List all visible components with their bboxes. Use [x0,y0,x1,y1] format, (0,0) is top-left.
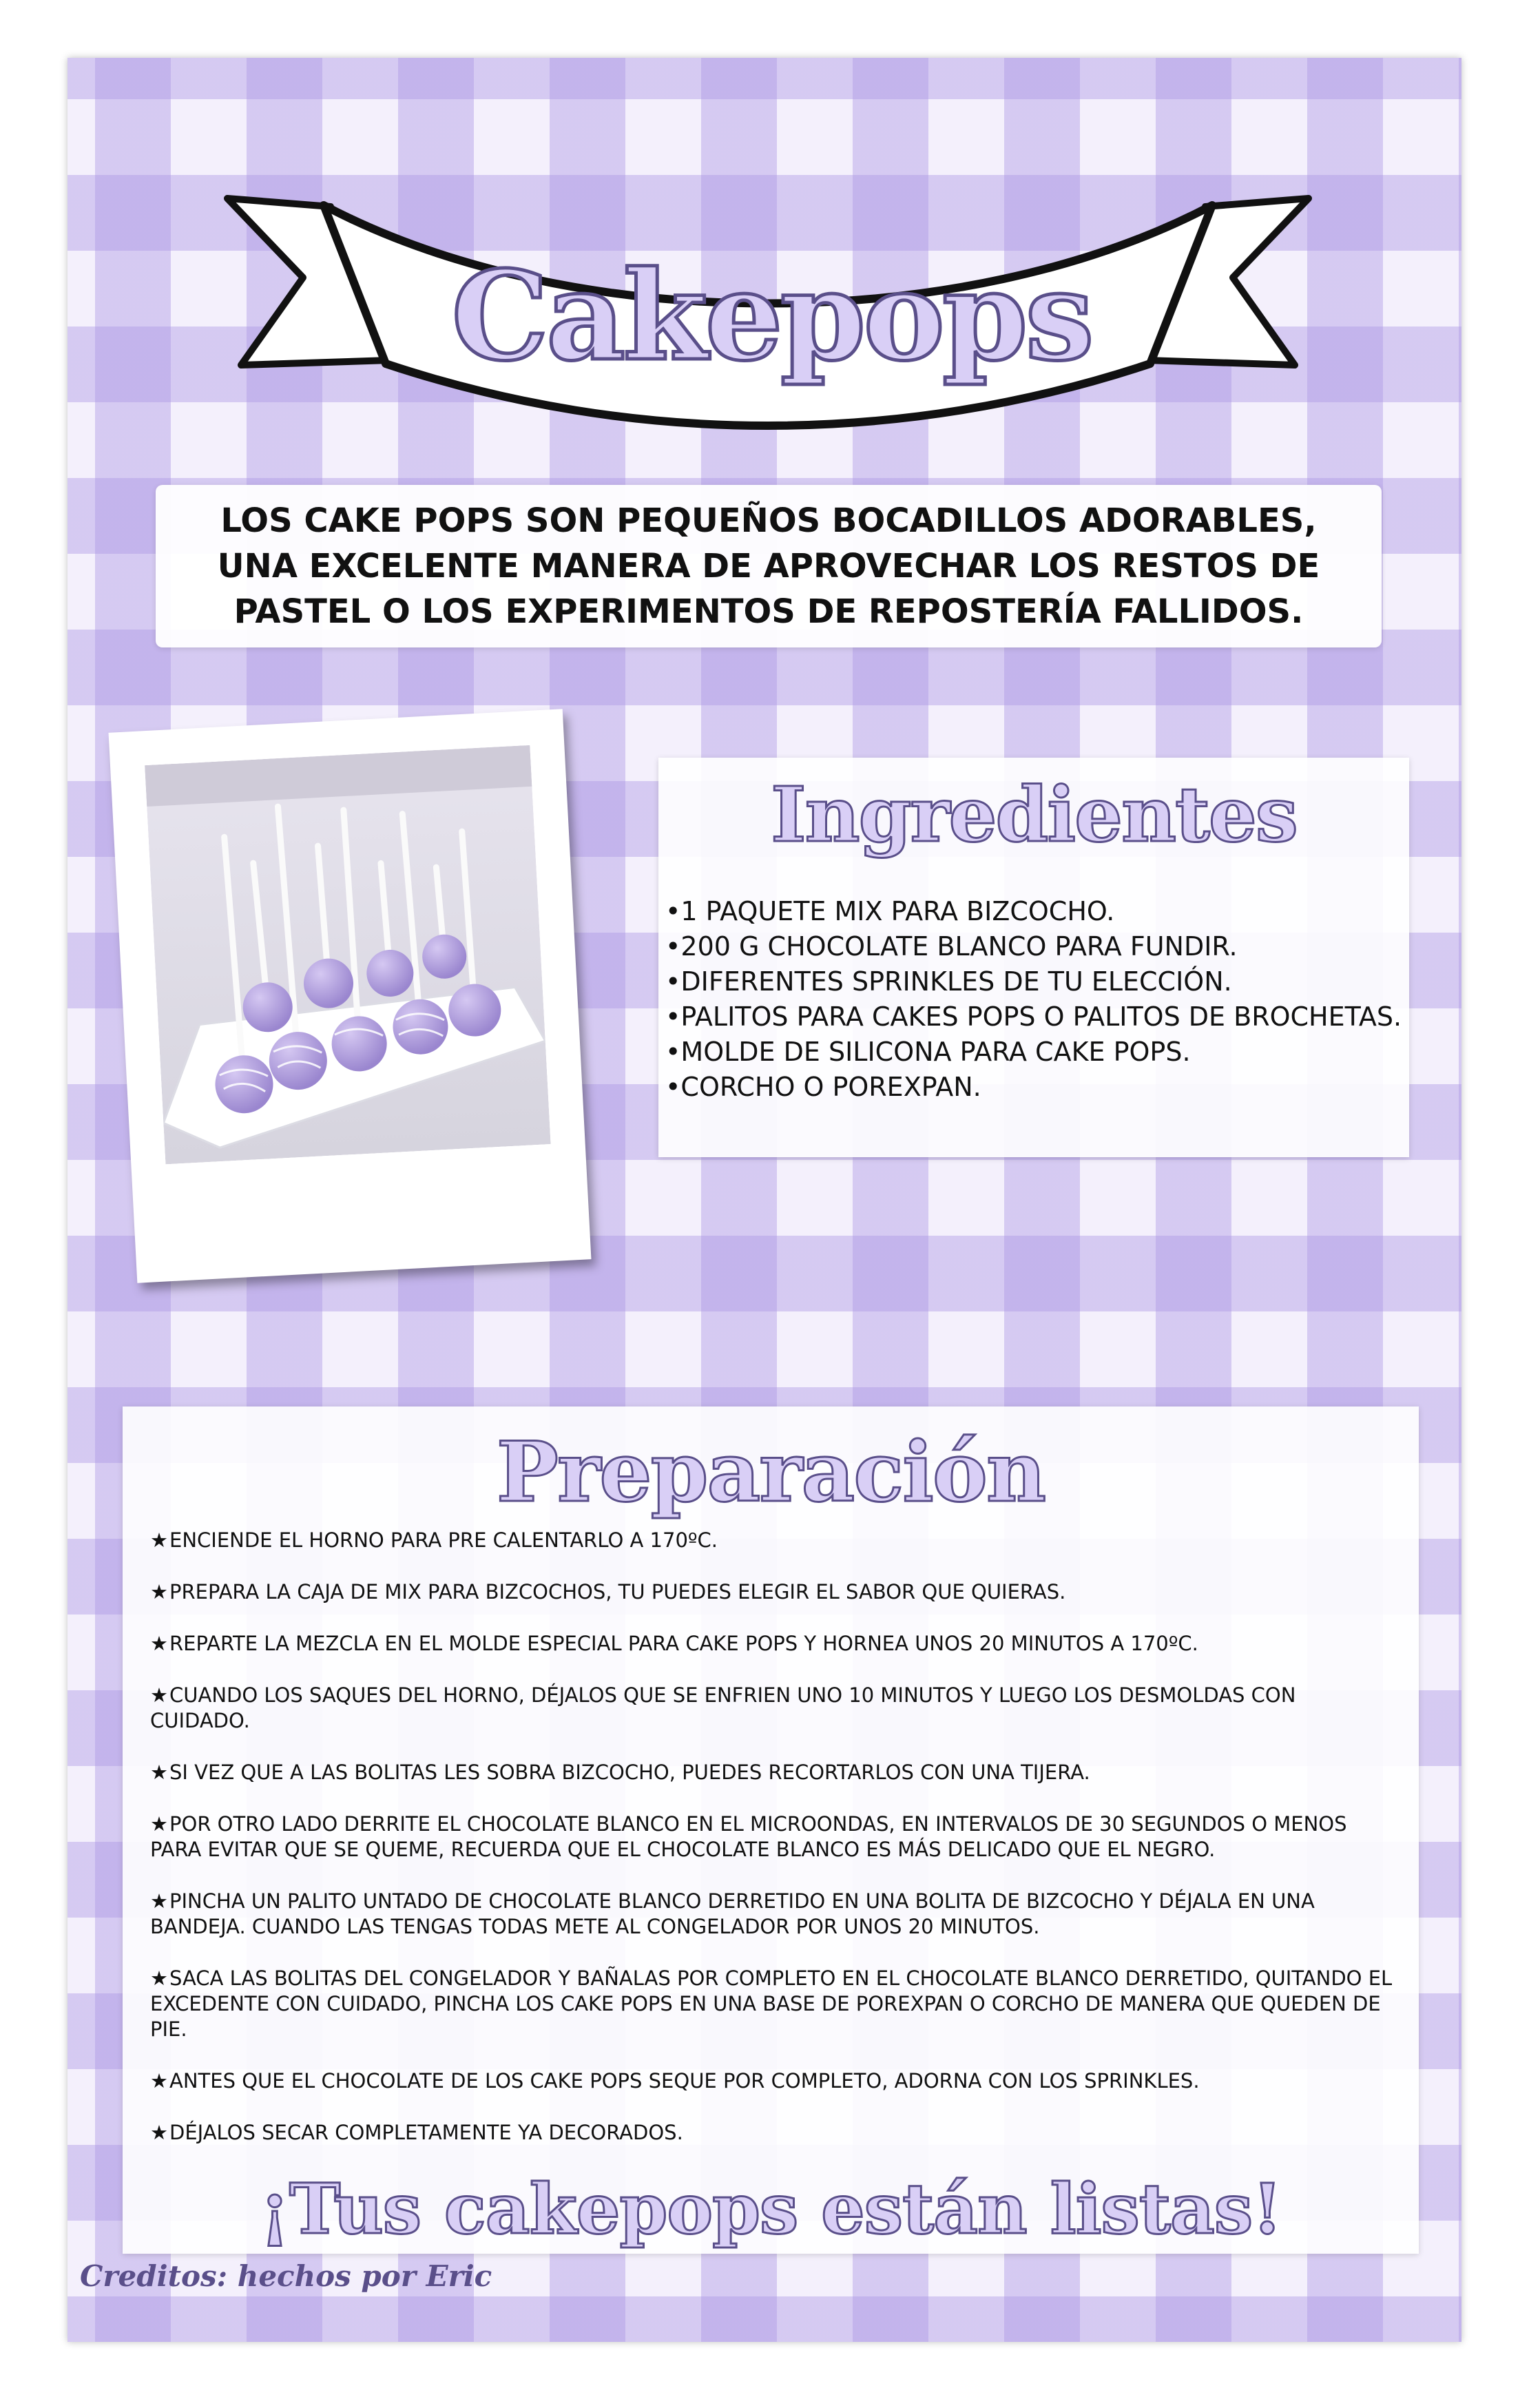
step-text: SI VEZ QUE A LAS BOLITAS LES SOBRA BIZCOCHO, PUEDES RECORTARLOS CON UNA TIJERA. [169,1761,1090,1784]
step-item [150,1631,1397,1657]
step-item [150,2120,1397,2146]
star-icon: ★ [150,2121,168,2144]
step-item [150,1760,1397,1785]
ingredient-item: •200 G CHOCOLATE BLANCO PARA FUNDIR. [665,931,1238,962]
star-icon: ★ [150,1632,168,1655]
page-title: Cakepops [451,244,1092,388]
step-text: PREPARA LA CAJA DE MIX PARA BIZCOCHOS, TU PUEDES ELEGIR EL SABOR QUE QUIERAS. [169,1580,1066,1603]
credits-text: Creditos: hechos por Eric [80,2259,492,2293]
step-text: DÉJALOS SECAR COMPLETAMENTE YA DECORADOS. [169,2121,683,2144]
intro-text: LOS CAKE POPS SON PEQUEÑOS BOCADILLOS ADORABLES, UNA EXCELENTE MANERA DE APROVECHAR LOS RESTOS DE PASTEL O LOS EXPERIMENTOS DE REPOSTERÍA FALLIDOS. [217,501,1320,631]
ingredient-item: •CORCHO O POREXPAN. [665,1072,981,1102]
ingredient-item: •DIFERENTES SPRINKLES DE TU ELECCIÓN. [665,966,1232,997]
step-text: CUANDO LOS SAQUES DEL HORNO, DÉJALOS QUE SE ENFRIEN UNO 10 MINUTOS Y LUEGO LOS DESMOLDAS CON CUIDADO. [150,1683,1296,1732]
final-message: ¡Tus cakepops están listas! [259,2168,1282,2250]
star-icon: ★ [150,1528,168,1552]
star-icon: ★ [150,2069,168,2093]
ingredient-item: •1 PAQUETE MIX PARA BIZCOCHO. [665,896,1115,926]
ingredients-card [658,758,1409,1157]
star-icon: ★ [150,1966,168,1990]
ingredient-item: •PALITOS PARA CAKES POPS O PALITOS DE BROCHETAS. [665,1001,1402,1032]
step-item [150,2068,1397,2094]
step-item [150,1528,1397,1553]
star-icon: ★ [150,1580,168,1603]
step-text: ENCIENDE EL HORNO PARA PRE CALENTARLO A 170ºC. [169,1528,718,1552]
step-item [150,1579,1397,1605]
step-item [150,1683,1397,1734]
ingredient-item: •MOLDE DE SILICONA PARA CAKE POPS. [665,1037,1191,1067]
star-icon: ★ [150,1812,168,1836]
step-text: POR OTRO LADO DERRITE EL CHOCOLATE BLANCO EN EL MICROONDAS, EN INTERVALOS DE 30 SEGUNDOS O MENOS PARA EVITAR QUE SE QUEME, RECUERDA QUE EL CHOCOLATE BLANCO ES MÁS DELICADO QUE EL NEGRO. [150,1812,1347,1861]
polaroid-photo-frame [109,709,592,1283]
ingredients-heading: Ingredientes [771,770,1297,859]
preparation-card [123,1407,1419,2254]
ingredients-list [665,894,1402,1105]
star-icon: ★ [150,1683,168,1707]
preparation-heading: Preparación [496,1424,1045,1521]
step-text: ANTES QUE EL CHOCOLATE DE LOS CAKE POPS SEQUE POR COMPLETO, ADORNA CON LOS SPRINKLES. [169,2069,1200,2093]
cakepops-photo [145,745,551,1165]
step-item [150,1889,1397,1940]
step-text: REPARTE LA MEZCLA EN EL MOLDE ESPECIAL PARA CAKE POPS Y HORNEA UNOS 20 MINUTOS A 170ºC. [169,1632,1198,1655]
preparation-steps [150,1528,1397,2172]
intro-card [156,485,1382,647]
star-icon: ★ [150,1761,168,1784]
star-icon: ★ [150,1889,168,1913]
step-item [150,1812,1397,1862]
step-text: PINCHA UN PALITO UNTADO DE CHOCOLATE BLANCO DERRETIDO EN UNA BOLITA DE BIZCOCHO Y DÉJALA EN UNA BANDEJA. CUANDO LAS TENGAS TODAS METE AL CONGELADOR POR UNOS 20 MINUTOS. [150,1889,1315,1938]
step-text: SACA LAS BOLITAS DEL CONGELADOR Y BAÑALAS POR COMPLETO EN EL CHOCOLATE BLANCO DERRETIDO, QUITANDO EL EXCEDENTE CON CUIDADO, PINCHA LOS CAKE POPS EN UNA BASE DE POREXPAN O CORCHO DE MANERA QUE QUEDEN DE PIE. [150,1966,1393,2041]
step-item [150,1966,1397,2042]
